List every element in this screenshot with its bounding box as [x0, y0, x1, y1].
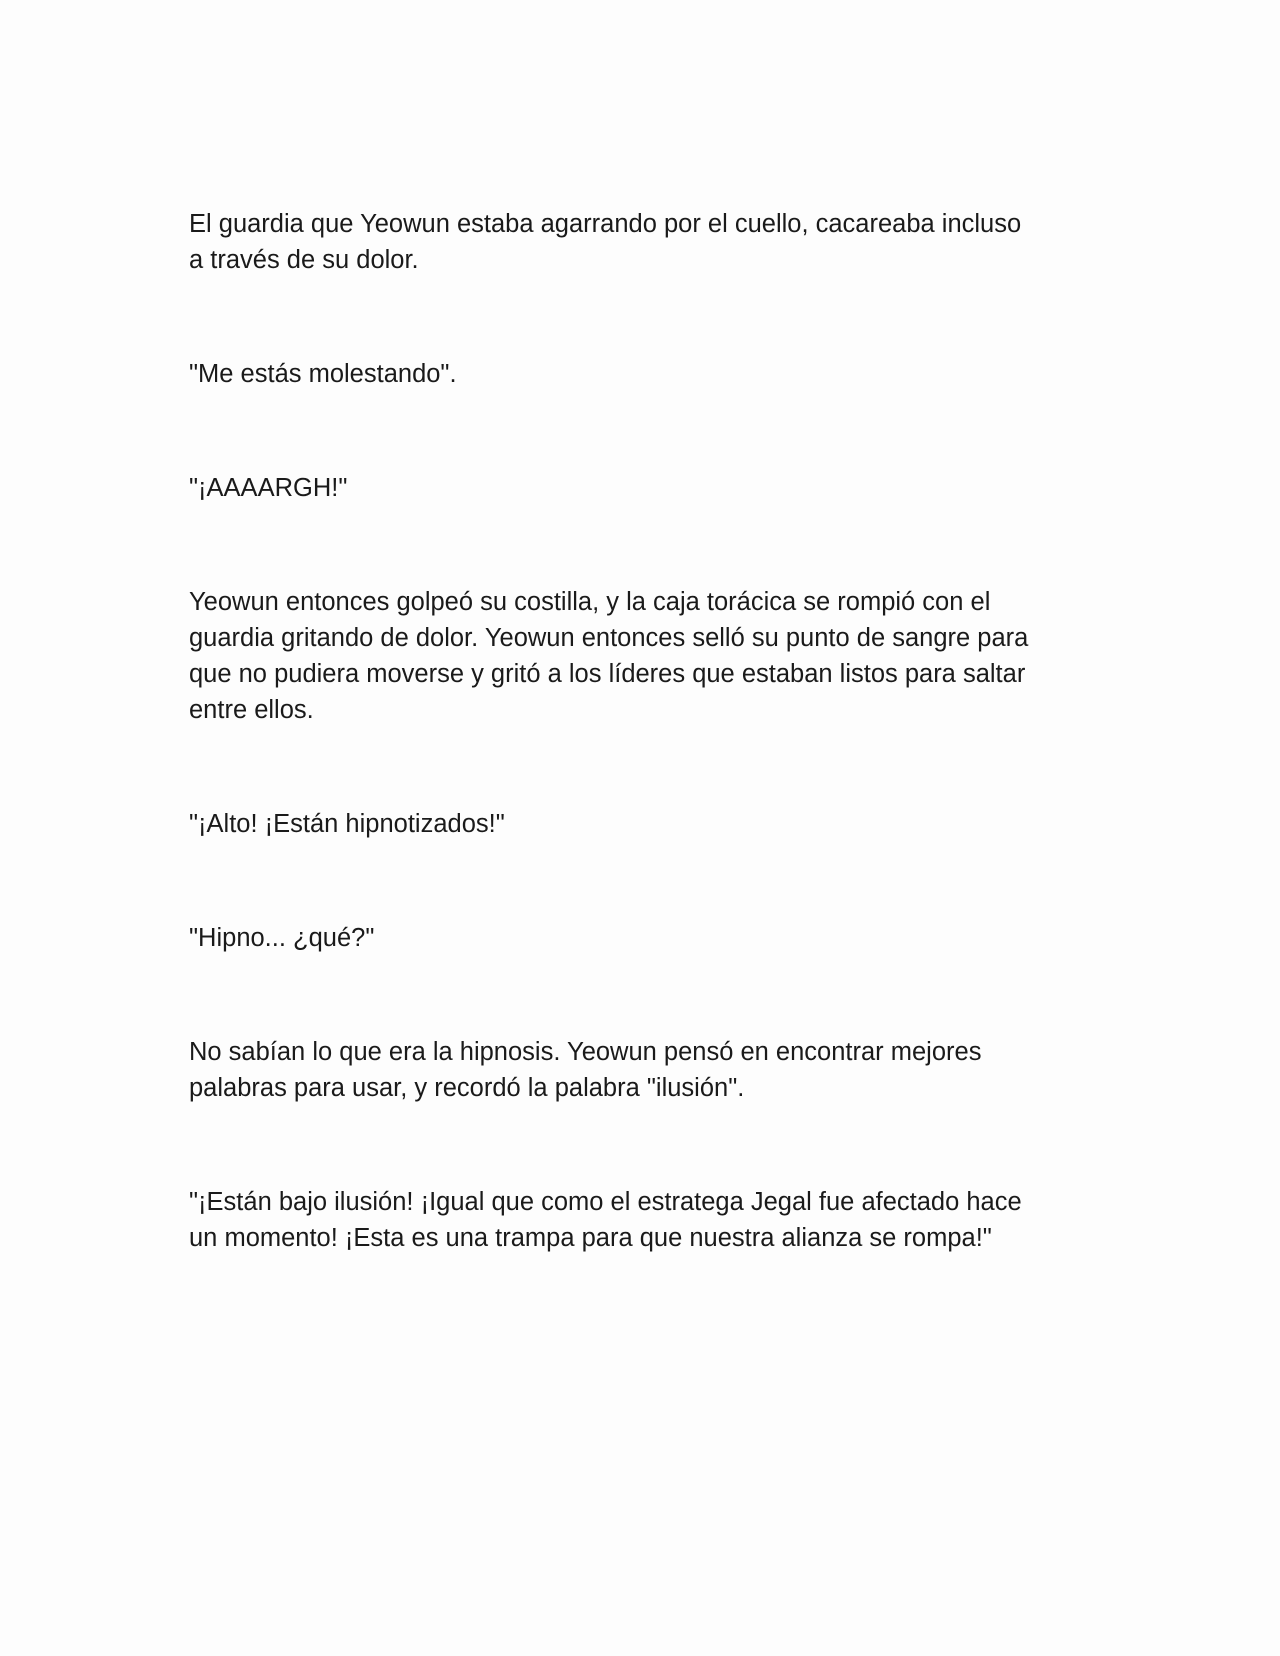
- paragraph-dialogue-3: "¡Alto! ¡Están hipnotizados!": [189, 810, 505, 838]
- paragraph-dialogue-1: "Me estás molestando".: [189, 360, 457, 388]
- paragraph-narration-3: No sabían lo que era la hipnosis. Yeowun pensó en encontrar mejores palabras para usar, y recordó la palabra "ilusión".: [189, 1038, 982, 1102]
- paragraph-dialogue-5: "¡Están bajo ilusión! ¡Igual que como el estratega Jegal fue afectado hace un momento! ¡Esta es una trampa para que nuestra alianza se rompa!": [189, 1188, 1022, 1252]
- paragraph-narration-1: El guardia que Yeowun estaba agarrando por el cuello, cacareaba incluso a través de su dolor.: [189, 210, 1022, 274]
- paragraph-narration-2: Yeowun entonces golpeó su costilla, y la caja torácica se rompió con el guardia gritando de dolor. Yeowun entonces selló su punto de sangre para que no pudiera moverse y gritó a los líderes que estaban listos para saltar entre ellos.: [189, 588, 1029, 724]
- paragraph-dialogue-4: "Hipno... ¿qué?": [189, 924, 375, 952]
- paragraph-dialogue-2: "¡AAAARGH!": [189, 474, 348, 502]
